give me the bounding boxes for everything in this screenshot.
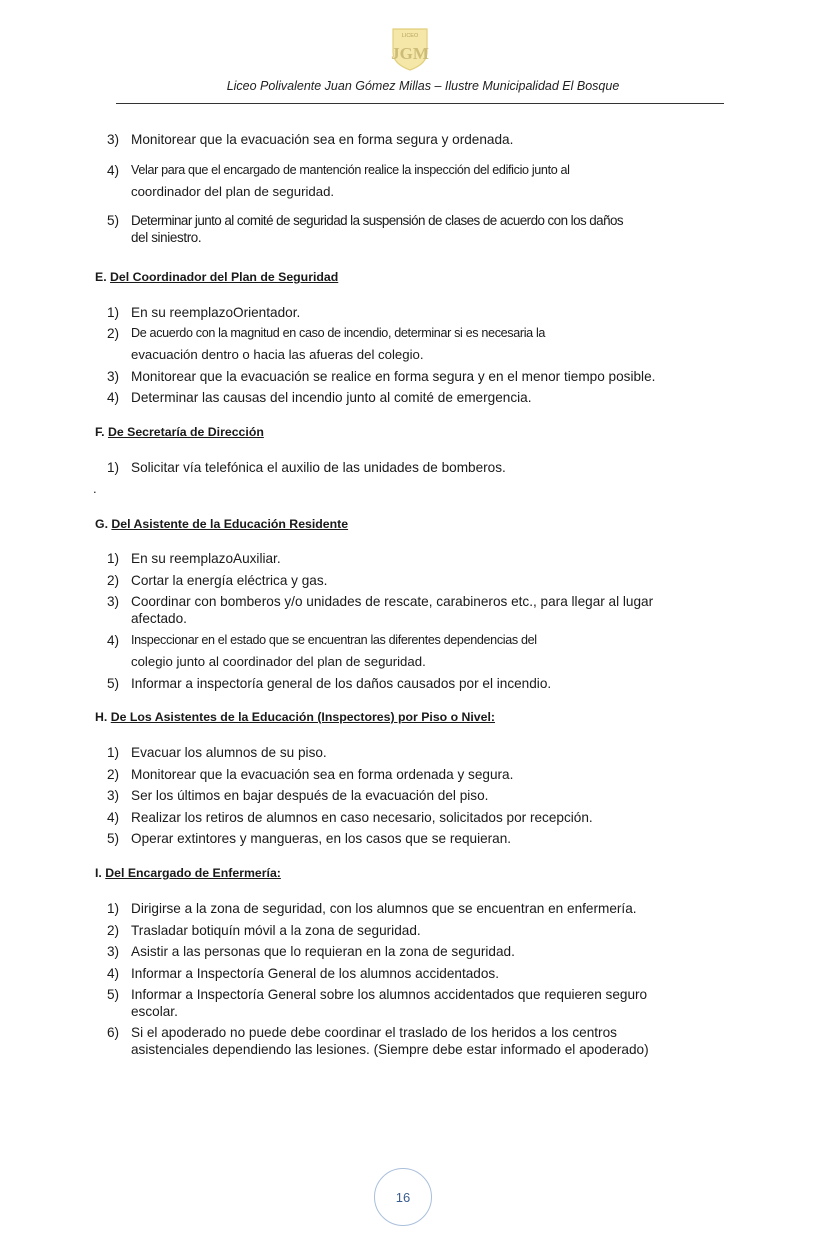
page-number-label: 16 (395, 1189, 411, 1205)
school-logo (390, 26, 430, 72)
section-heading-e: E. Del Coordinador del Plan de Seguridad (95, 270, 339, 284)
section-heading-f: F. De Secretaría de Dirección (95, 425, 264, 439)
section-heading-i: I. Del Encargado de Enfermería: (95, 866, 281, 880)
logo-text: LICEO (401, 33, 419, 39)
stray-mark: . (93, 481, 97, 496)
svg-text:JGM: JGM (391, 44, 429, 63)
page-number (374, 1168, 432, 1226)
header-divider (116, 103, 724, 104)
section-heading-h: H. De Los Asistentes de la Educación (Inspectores) por Piso o Nivel: (95, 710, 495, 724)
header-title: Liceo Polivalente Juan Gómez Millas – Ilustre Municipalidad El Bosque (226, 79, 620, 93)
section-heading-g: G. Del Asistente de la Educación Residente (95, 517, 349, 531)
